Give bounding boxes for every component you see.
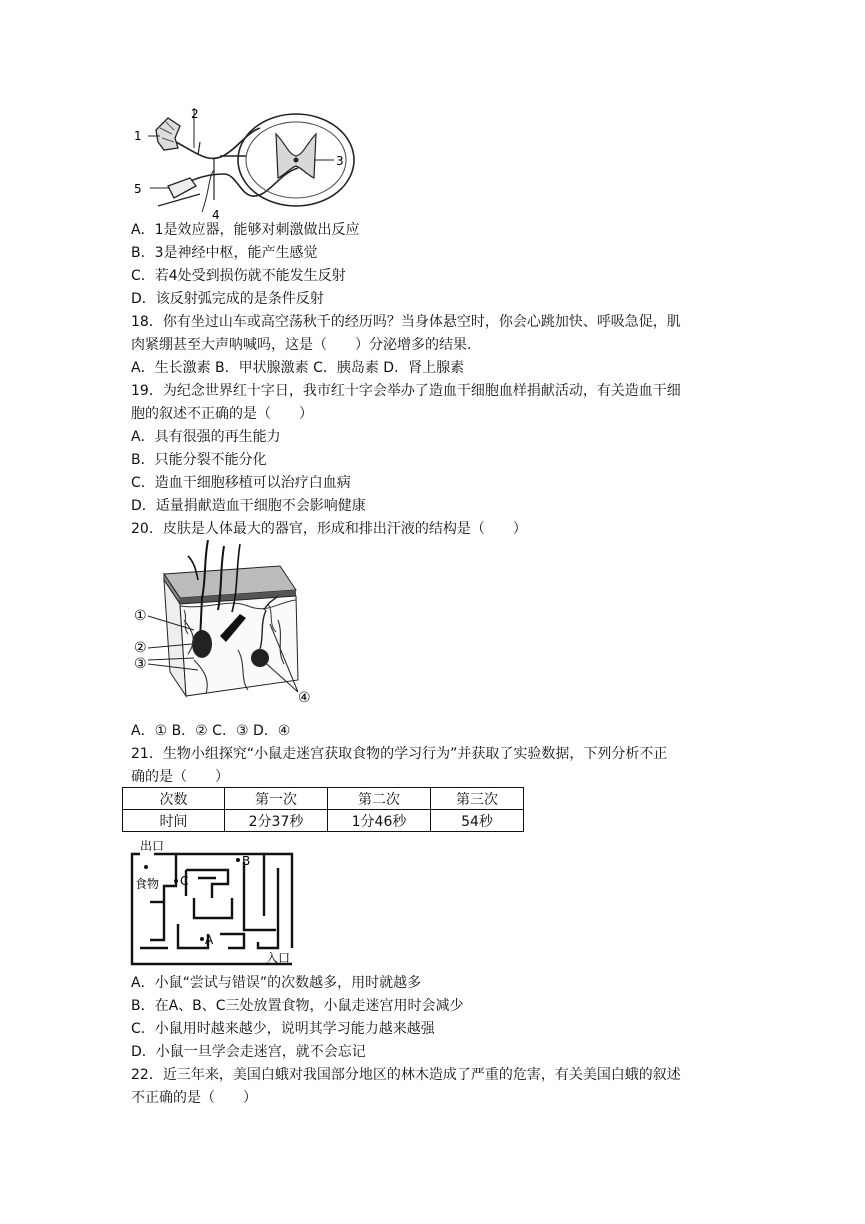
table-header-cell: 第三次 [431, 788, 524, 810]
maze-point-c: C [180, 874, 189, 888]
q19-stem-line-1: 19．为纪念世界红十字日，我市红十字会举办了造血干细胞血样捐献活动，有关造血干细 [131, 383, 681, 399]
q17-option-c: C．若4处受到损伤就不能发生反射 [131, 268, 346, 284]
table-row [123, 810, 524, 832]
q19-option-c: C．造血干细胞移植可以治疗白血病 [131, 475, 351, 491]
q21-option-a: A．小鼠“尝试与错误”的次数越多，用时就越多 [131, 975, 422, 991]
maze-exit-label: 出口 [140, 839, 165, 853]
q20-stem: 20．皮肤是人体最大的器官，形成和排出汗液的结构是（ ） [131, 521, 527, 537]
q20-options: A．① B．② C．③ D．④ [131, 723, 291, 739]
reflex-arc-figure [128, 108, 358, 220]
skin-label-4: ④ [298, 690, 311, 706]
table-row [123, 788, 524, 810]
reflex-label-2: 2 [191, 108, 199, 121]
q17-option-a: A．1是效应器，能够对刺激做出反应 [131, 222, 360, 238]
table-cell: 1分46秒 [328, 810, 431, 832]
q18-stem-line-2: 肉紧绷甚至大声呐喊吗，这是（ ）分泌增多的结果. [131, 337, 472, 353]
maze-point-b: B [242, 854, 251, 868]
reflex-label-5: 5 [134, 182, 142, 196]
q21-stem-line-1: 21．生物小组探究“小鼠走迷宫获取食物的学习行为”并获取了实验数据，下列分析不正 [131, 746, 668, 762]
table-header-cell: 第二次 [328, 788, 431, 810]
q17-option-b: B．3是神经中枢，能产生感觉 [131, 245, 318, 261]
skin-label-2: ② [134, 640, 147, 656]
table-cell: 2分37秒 [225, 810, 328, 832]
maze-point-a: A [205, 933, 214, 947]
table-cell: 54秒 [431, 810, 524, 832]
table-row-label: 时间 [123, 810, 225, 832]
q21-option-d: D．小鼠一旦学会走迷宫，就不会忘记 [131, 1044, 366, 1060]
maze-figure [128, 838, 298, 970]
q21-option-b: B．在A、B、C三处放置食物，小鼠走迷宫用时会减少 [131, 998, 464, 1014]
q19-option-d: D．适量捐献造血干细胞不会影响健康 [131, 498, 366, 514]
table-header-cell: 次数 [123, 788, 225, 810]
q18-options: A．生长激素 B．甲状腺激素 C．胰岛素 D．肾上腺素 [131, 360, 465, 376]
table-header-cell: 第一次 [225, 788, 328, 810]
q21-stem-line-2: 确的是（ ） [131, 769, 229, 785]
maze-food-label: 食物 [135, 877, 160, 891]
skin-label-3: ③ [134, 656, 147, 672]
q22-stem-line-1: 22．近三年来，美国白蛾对我国部分地区的林木造成了严重的危害，有关美国白蛾的叙述 [131, 1067, 681, 1083]
maze-entrance-label: 入口 [266, 951, 291, 965]
q21-option-c: C．小鼠用时越来越少，说明其学习能力越来越强 [131, 1021, 435, 1037]
skin-section-figure [128, 540, 328, 718]
q18-stem-line-1: 18．你有坐过山车或高空荡秋千的经历吗？当身体悬空时，你会心跳加快、呼吸急促，肌 [131, 314, 681, 330]
reflex-label-1: 1 [134, 129, 142, 143]
q17-option-d: D．该反射弧完成的是条件反射 [131, 291, 324, 307]
q19-option-a: A．具有很强的再生能力 [131, 429, 281, 445]
q19-stem-line-2: 胞的叙述不正确的是（ ） [131, 406, 313, 422]
q19-option-b: B．只能分裂不能分化 [131, 452, 267, 468]
skin-label-1: ① [134, 608, 147, 624]
reflex-label-3: 3 [336, 154, 344, 168]
reflex-label-4: 4 [212, 208, 220, 220]
q22-stem-line-2: 不正确的是（ ） [131, 1090, 257, 1106]
maze-data-table [122, 787, 524, 832]
